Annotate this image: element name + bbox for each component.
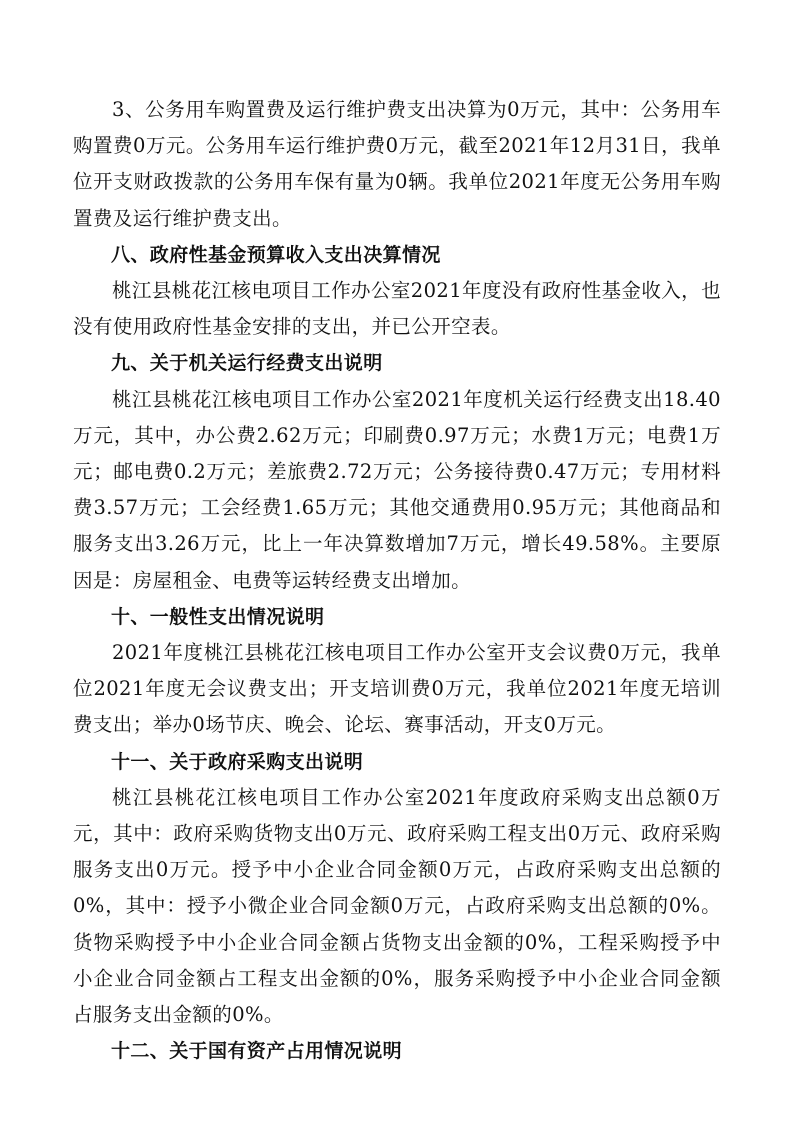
section-heading-9: 九、关于机关运行经费支出说明 [111, 352, 383, 375]
section-heading-10: 十、一般性支出情况说明 [111, 605, 325, 628]
paragraph-general-expense: 2021年度桃江县桃花江核电项目工作办公室开支会议费0万元，我单位2021年度无会议费支出；开支培训费0万元，我单位2021年度无培训费支出；举办0场节庆、晚会、论坛、赛事活动，开支0万元。 [73, 641, 721, 737]
paragraph-vehicle-expense: 3、公务用车购置费及运行维护费支出决算为0万元，其中：公务用车购置费0万元。公务用车运行维护费0万元，截至2021年12月31日，我单位开支财政拨款的公务用车保有量为0辆。我单位2021年度无公务用车购置费及运行维护费支出。 [73, 98, 721, 230]
section-heading-11: 十一、关于政府采购支出说明 [111, 750, 364, 773]
section-heading-12: 十二、关于国有资产占用情况说明 [111, 1040, 403, 1063]
document-page [73, 92, 721, 1069]
paragraph-government-fund: 桃江县桃花江核电项目工作办公室2021年度没有政府性基金收入，也没有使用政府性基金安排的支出，并已公开空表。 [73, 279, 721, 339]
paragraph-operating-expense: 桃江县桃花江核电项目工作办公室2021年度机关运行经费支出18.40万元，其中，办公费2.62万元；印刷费0.97万元；水费1万元；电费1万元；邮电费0.2万元；差旅费2.72万元；公务接待费0.47万元；专用材料费3.57万元；工会经费1.65万元；其他交通费用0.95万元；其他商品和服务支出3.26万元，比上一年决算数增加7万元，增长49.58%。主要原因是：房屋租金、电费等运转经费支出增加。 [73, 387, 721, 592]
section-heading-8: 八、政府性基金预算收入支出决算情况 [111, 243, 441, 266]
paragraph-procurement: 桃江县桃花江核电项目工作办公室2021年度政府采购支出总额0万元，其中：政府采购货物支出0万元、政府采购工程支出0万元、政府采购服务支出0万元。授予中小企业合同金额0万元，占政府采购支出总额的0%，其中：授予小微企业合同金额0万元，占政府采购支出总额的0%。货物采购授予中小企业合同金额占货物支出金额的0%，工程采购授予中小企业合同金额占工程支出金额的0%，服务采购授予中小企业合同金额占服务支出金额的0%。 [73, 785, 721, 1027]
